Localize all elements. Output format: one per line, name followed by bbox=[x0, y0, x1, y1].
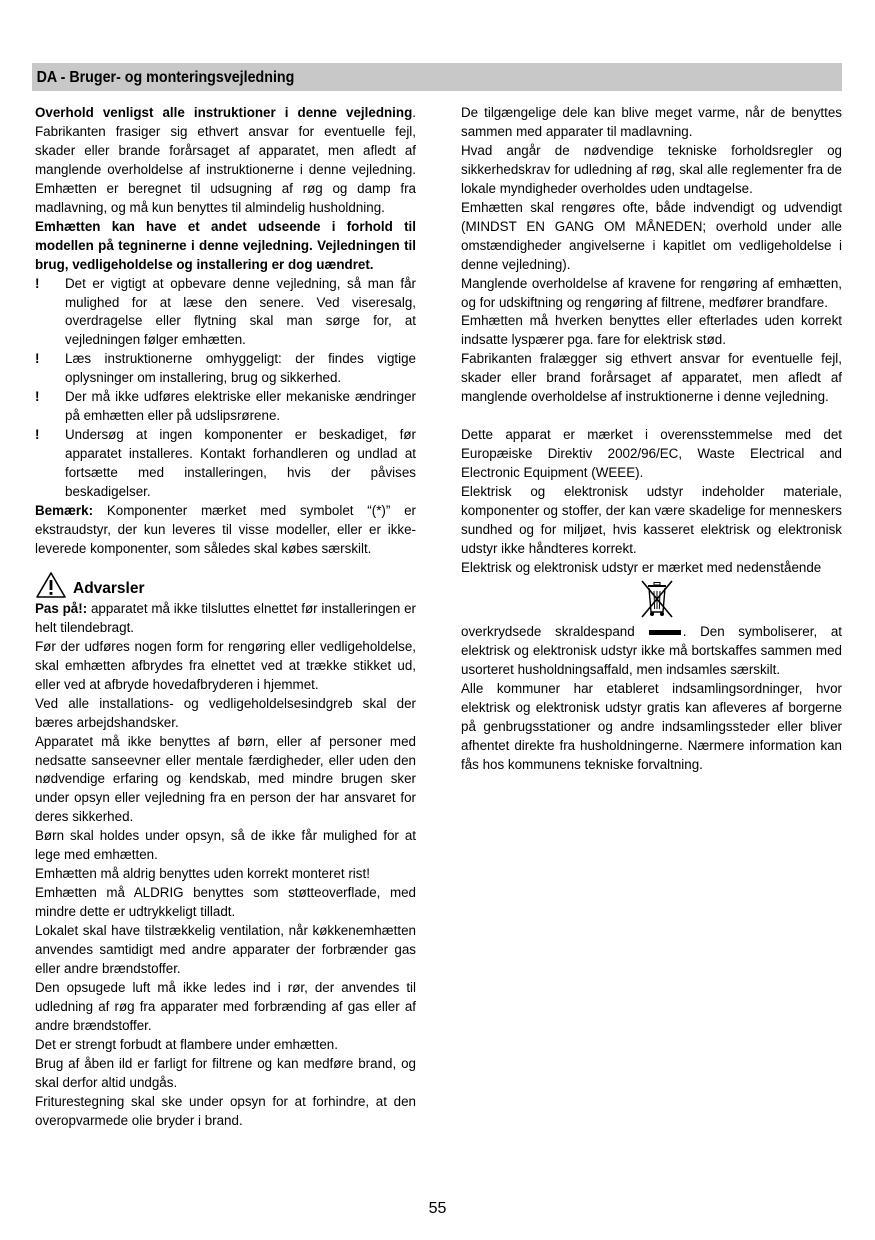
paragraph: Manglende overholdelse af kravene for rengøring af emhætten, og for udskiftning og rengøring af filtrene, medfører brandfare. bbox=[461, 275, 842, 310]
weee-symbol-block bbox=[461, 584, 842, 680]
paragraph: Elektrisk og elektronisk udstyr er mærket med nedenstående bbox=[461, 559, 822, 575]
warn-paragraph bbox=[35, 600, 416, 638]
models-notice: Emhætten kan have et andet udseende i forhold til modellen på tegninerne i denne vejledning. Vejledningen til brug, vedligeholdelse og installering er dog uændret. bbox=[35, 218, 416, 272]
paragraph: Fabrikanten fralægger sig ethvert ansvar for eventuelle fejl, skader eller brand forårsaget af apparatet, men afledt af manglende overholdelse af instruktionerne i denne vejledning. bbox=[461, 351, 842, 405]
list-item-text: Der må ikke udføres elektriske eller mekaniske ændringer på emhætten eller på udslipsrørene. bbox=[65, 389, 416, 424]
paragraph: Lokalet skal have tilstrækkelig ventilation, når køkkenemhætten anvendes samtidigt med andre apparater der forbrænder gas eller andre brændstoffer. bbox=[35, 923, 416, 976]
symbol-text-after: . Den symboliserer, at elektrisk og elektronisk udstyr ikke må bortskaffes sammen med usorteret husholdningsaffald, men indsamles særskilt. bbox=[461, 623, 842, 677]
paragraph: Børn skal holdes under opsyn, så de ikke får mulighed for at lege med emhætten. bbox=[35, 828, 416, 863]
paragraph: Emhætten må ALDRIG benyttes som støtteoverflade, med mindre dette er udtrykkeligt tilladt. bbox=[35, 885, 416, 920]
paragraph: Apparatet må ikke benyttes af børn, eller af personer med nedsatte sanseevner eller mentale færdigheder, eller uden den nødvendige erfaring og kendskab, med mindre brugen sker under opsyn eller vejledning fra en person der har ansvaret for deres sikkerhed. bbox=[35, 733, 416, 825]
list-item-text: Læs instruktionerne omhyggeligt: der findes vigtige oplysninger om installering, brug og sikkerhed. bbox=[65, 351, 416, 386]
exclamation-icon: ! bbox=[35, 427, 40, 443]
warn-text: apparatet må ikke tilsluttes elnettet før installeringen er helt tilendebragt. bbox=[35, 600, 416, 635]
symbol-text-before: overkrydsede skraldespand bbox=[461, 623, 635, 639]
exclamation-icon: ! bbox=[35, 351, 40, 367]
list-item-text: Det er vigtigt at opbevare denne vejledning, så man får mulighed for at læse den senere. Ved viseresalg, overdragelse eller flytning skal man sørge for, at vejledningen følger emhætten. bbox=[65, 275, 416, 348]
spacer bbox=[461, 407, 842, 426]
left-column bbox=[35, 104, 416, 1131]
exclamation-icon: ! bbox=[35, 275, 40, 291]
section-title: DA - Bruger- og monteringsvejledning bbox=[36, 69, 295, 86]
right-column bbox=[461, 104, 842, 775]
warnings-heading bbox=[35, 571, 416, 599]
list-item bbox=[35, 275, 416, 351]
paragraph: Ved alle installations- og vedligeholdelsesindgreb skal der bæres arbejdshandsker. bbox=[35, 695, 416, 730]
crossed-bin-icon bbox=[637, 578, 677, 620]
list-item bbox=[35, 426, 416, 502]
paragraph: Hvad angår de nødvendige tekniske forholdsregler og sikkerhedskrav for udledning af røg, skal alle reglementer fra de lokale myndigheder overholdes uden undtagelse. bbox=[461, 142, 842, 196]
paragraph: Den opsugede luft må ikke ledes ind i rør, der anvendes til udledning af røg fra apparater med forbrænding af gas eller af andre brændstoffer. bbox=[35, 979, 416, 1033]
intro-paragraph bbox=[35, 104, 416, 218]
warnings-title: Advarsler bbox=[73, 579, 145, 597]
weee-bar-icon bbox=[649, 630, 681, 635]
paragraph: Før der udføres nogen form for rengøring eller vedligeholdelse, skal emhætten afbrydes fra elnettet ved at trække stikket ud, eller ved at afbryde hovedafbryderen i hjemmet. bbox=[35, 638, 416, 692]
warning-triangle-icon bbox=[35, 571, 67, 599]
note-label: Bemærk: bbox=[35, 503, 94, 519]
note-text: Komponenter mærket med symbolet “(*)” er ekstraudstyr, der kun leveres til visse modeller, eller er ikke-leverede komponenter, som således skal købes særskilt. bbox=[35, 503, 416, 556]
page-number: 55 bbox=[428, 1200, 447, 1217]
list-item bbox=[35, 350, 416, 388]
paragraph: Emhætten skal rengøres ofte, både indvendigt og udvendigt (MINDST EN GANG OM MÅNEDEN; overhold under alle omstændigheder angivelserne i kapitlet om vedligeholdelse i denne vejledning). bbox=[461, 199, 842, 272]
paragraph: Emhætten må aldrig benyttes uden korrekt monteret rist! bbox=[35, 866, 370, 882]
paragraph: De tilgængelige dele kan blive meget varme, når de benyttes sammen med apparater til madlavning. bbox=[461, 105, 842, 139]
intro-bold: Overhold venligst alle instruktioner i denne vejledning bbox=[35, 105, 413, 120]
paragraph: Emhætten må hverken benyttes eller efterlades uden korrekt indsatte lyspærer pga. fare for elektrisk stød. bbox=[461, 313, 842, 348]
paragraph: Alle kommuner har etableret indsamlingsordninger, hvor elektrisk og elektronisk udstyr gratis kan afleveres af borgerne på genbrugsstationer og andre indsamlingssteder eller bliver afhentet direkte fra husholdningerne. Nærmere information kan fås hos kommunens tekniske forvaltning. bbox=[461, 680, 842, 772]
paragraph: Friturestegning skal ske under opsyn for at forhindre, at den overopvarmede olie bryder i brand. bbox=[35, 1093, 416, 1128]
list-item-text: Undersøg at ingen komponenter er beskadiget, før apparatet installeres. Kontakt forhandleren og undlad at fortsætte med installeringen, hvis der påvises beskadigelser. bbox=[65, 427, 416, 500]
warn-label: Pas på!: bbox=[35, 600, 88, 616]
paragraph: Brug af åben ild er farligt for filtrene og kan medføre brand, og skal derfor altid undgås. bbox=[35, 1055, 416, 1090]
list-item bbox=[35, 388, 416, 426]
intro-rest: . Fabrikanten frasiger sig ethvert ansvar for eventuelle fejl, skader eller brande forårsaget af apparatet, men afledt af manglende overholdelse af instruktionerne i denne vejledning. Emhætten er beregnet til udsugning af røg og damp fra madlavning, og må kun benyttes til almindelig husholdning. bbox=[35, 105, 416, 215]
note-paragraph bbox=[35, 502, 416, 559]
section-header bbox=[32, 63, 842, 91]
paragraph: Elektrisk og elektronisk udstyr indeholder materiale, komponenter og stoffer, der kan være skadelige for menneskers sundhed og for miljøet, hvis kasseret elektrisk og elektronisk udstyr ikke håndteres korrekt. bbox=[461, 484, 842, 556]
paragraph: Det er strengt forbudt at flambere under emhætten. bbox=[35, 1036, 338, 1052]
exclamation-icon: ! bbox=[35, 389, 40, 405]
paragraph: Dette apparat er mærket i overensstemmelse med det Europæiske Direktiv 2002/96/EC, Waste Electrical and Electronic Equipment (WEEE). bbox=[461, 427, 842, 481]
